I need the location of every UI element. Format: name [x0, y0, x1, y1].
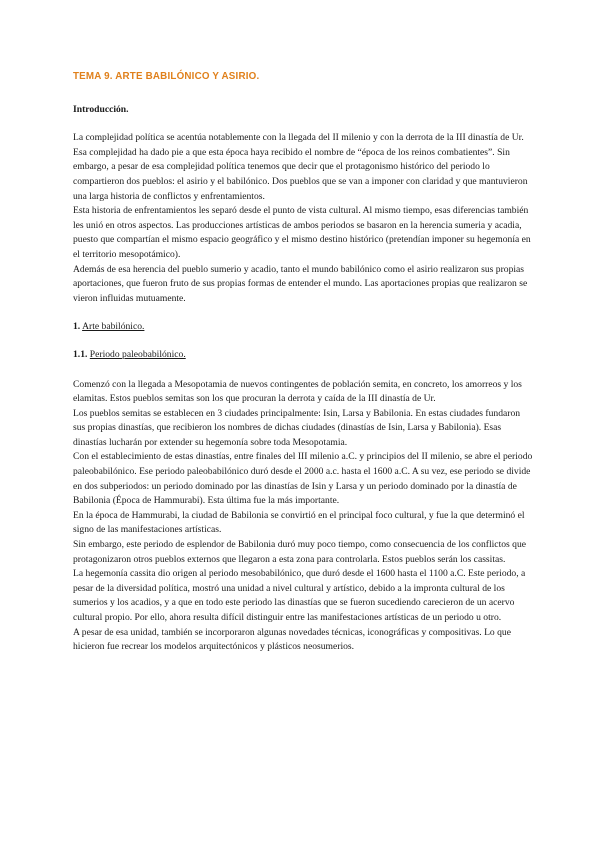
section-1-1-paragraph-7: A pesar de esa unidad, también se incorporaron algunas novedades técnicas, iconográficas y compositivas. Lo que hicieron fue recrear los modelos arquitectónicos y plásticos neosumerios.: [73, 626, 511, 653]
section-1-1-paragraph-5: Sin embargo, este periodo de esplendor de Babilonia duró muy poco tiempo, como consecuencia de los conflictos que protagonizaron otros pueblos externos que llegaron a esta zona para controlarla. Estos pueblos serán los cassitas.: [73, 539, 527, 565]
section-1-number: 1.: [73, 321, 81, 333]
section-1-1-paragraph-4: En la época de Hammurabi, la ciudad de Babilonia se convirtió en el principal foco cultural, y fue la que determinó el signo de las manifestaciones artísticas.: [73, 509, 525, 536]
section-1-1-number: 1.1.: [73, 348, 88, 360]
section-1-1-paragraph-2: Los pueblos semitas se establecen en 3 ciudades principalmente: Isin, Larsa y Babilonia. En estas ciudades fundaron sus propias dinastías, que recibieron los nombres de dichas ciudades (dinastías de Isin, Larsa y Babilonia). Esas dinastías lucharán por extender su hegemonía sobre toda Mesopotamia.: [73, 407, 521, 448]
document-body: [73, 70, 533, 655]
section-1-1-paragraph-1: Comenzó con la llegada a Mesopotamia de nuevos contingentes de población semita, en concreto, los amorreos y los elamitas. Estos pueblos semitas son los que procuran la derrota y caída de la III dinastía de Ur.: [73, 378, 522, 405]
section-1-1-paragraph-3: Con el establecimiento de estas dinastías, entre finales del III milenio a.C. y principios del II milenio, se abre el periodo paleobabilónico. Ese periodo paleobabilónico duró desde el 2000 a.c. hasta el 1600 a.C. A su vez, ese periodo se divide en dos subperiodos: un periodo dominado por las dinastías de Isin y Larsa y un periodo dominado por la dinastía de Babilonia (Época de Hammurabi). Esta última fue la más importante.: [73, 451, 533, 507]
intro-paragraph-1: La complejidad política se acentúa notablemente con la llegada del II milenio y con la derrota de la III dinastía de Ur. Esa complejidad ha dado pie a que esta época haya recibido el nombre de “época de los reinos combatientes”. Sin embargo, a pesar de esa complejidad política tenemos que decir que el protagonismo histórico del periodo lo compartieron dos pueblos: el asirio y el babilónico. Dos pueblos que se van a imponer con claridad y que mantuvieron una larga historia de conflictos y enfrentamientos.: [73, 132, 528, 202]
section-1-1-paragraph-6: La hegemonía cassita dio origen al periodo mesobabilónico, que duró desde el 1600 hasta el 1100 a.C. Este periodo, a pesar de la diversidad política, mostró una unidad a nivel cultural y artístico, debido a la impronta cultural de los sumerios y los acadios, y a que en todo este periodo las dinastías que se fueron sucediendo carecieron de un acervo cultural propio. Por ello, ahora resulta difícil distinguir entre las manifestaciones artísticas de un periodo u otro.: [73, 568, 526, 623]
intro-heading: Introducción.: [73, 103, 129, 115]
intro-paragraph-2: Esta historia de enfrentamientos les separó desde el punto de vista cultural. Al mismo tiempo, esas diferencias también les unió en otros aspectos. Las producciones artísticas de ambos periodos se basaron en la herencia sumeria y acadia, puesto que compartían el mismo espacio geográfico y el mismo destino histórico (pretendían imponer su hegemonía en el territorio mesopotámico).: [73, 205, 531, 260]
intro-paragraph-3: Además de esa herencia del pueblo sumerio y acadio, tanto el mundo babilónico como el asirio realizaron sus propias aportaciones, que fueron fruto de sus propias formas de entender el mundo. Las aportaciones propias que realizaron se vieron influidas mutuamente.: [73, 263, 528, 304]
section-1-label: Arte babilónico.: [82, 321, 145, 333]
section-1-heading: [73, 320, 533, 335]
section-1-1-label: Periodo paleobabilónico.: [89, 348, 186, 360]
document-title: TEMA 9. ARTE BABILÓNICO Y ASIRIO.: [73, 71, 260, 82]
section-1-1-heading: [73, 348, 533, 363]
